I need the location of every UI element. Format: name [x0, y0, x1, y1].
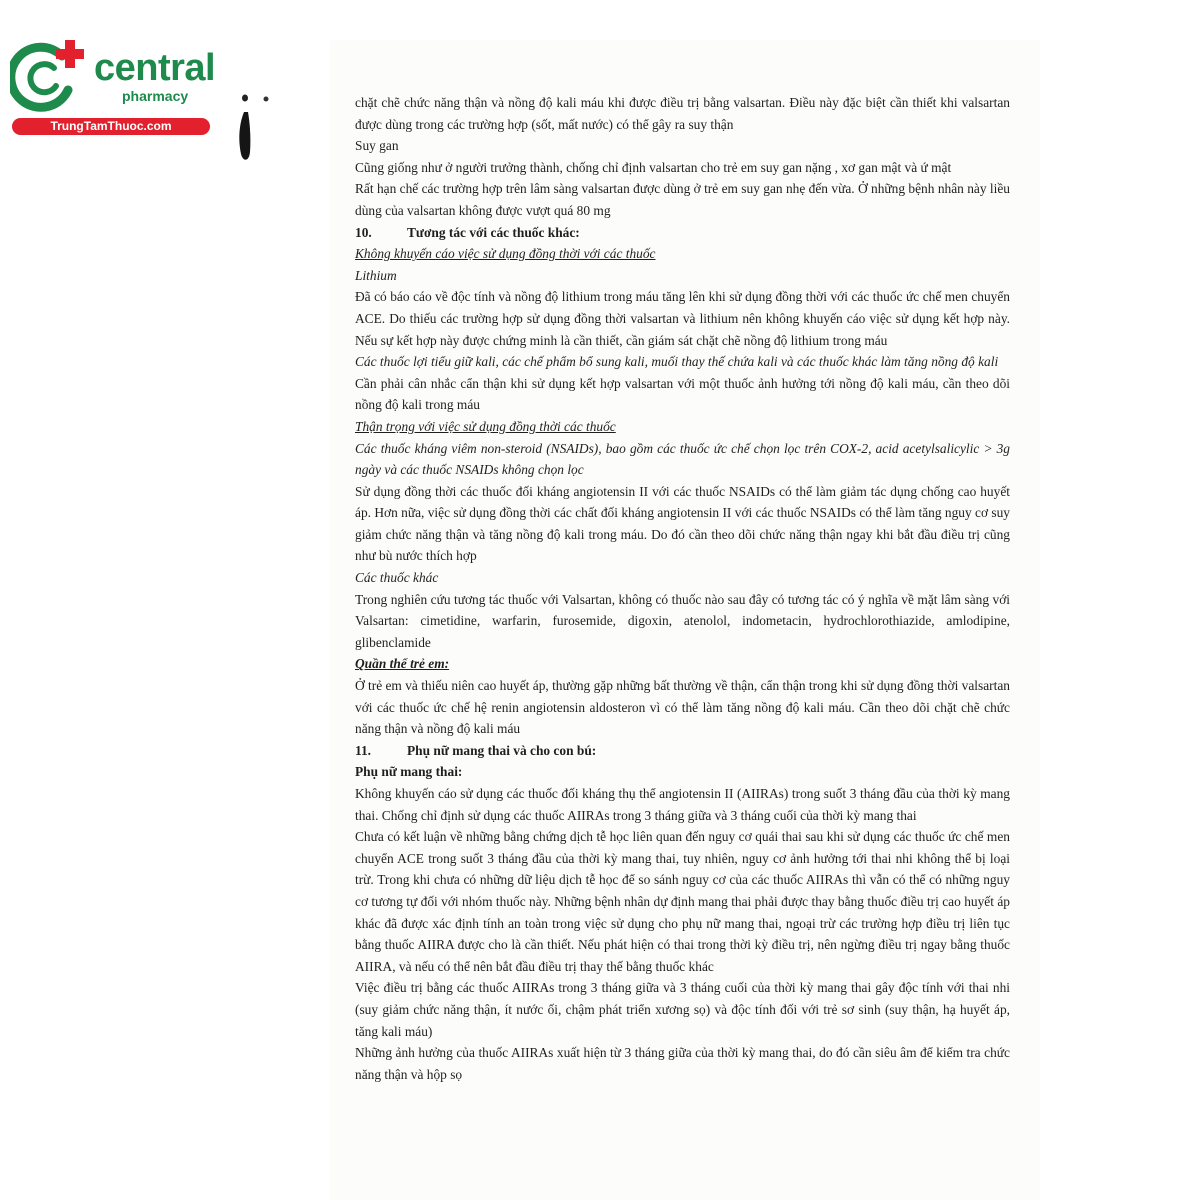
- subheading: Thận trọng với việc sử dụng đồng thời các thuốc: [355, 418, 616, 434]
- subheading: Các thuốc lợi tiểu giữ kali, các chế phẩm bổ sung kali, muối thay thế chứa kali và các thuốc khác làm tăng nồng độ kali: [355, 354, 999, 370]
- section-heading: [355, 740, 1010, 762]
- subheading: Lithium: [355, 267, 397, 283]
- section-title: Tương tác với các thuốc khác:: [407, 224, 580, 240]
- brand-name: central: [94, 47, 216, 89]
- paragraph: Rất hạn chế các trường hợp trên lâm sàng valsartan được dùng ở trẻ em suy gan nhẹ đến vừa. Ở những bệnh nhân này liều dùng của valsartan không được vượt quá 80 mg: [355, 181, 1010, 218]
- paragraph: Sử dụng đồng thời các thuốc đối kháng angiotensin II với các thuốc NSAIDs có thể làm giảm tác dụng chống cao huyết áp. Hơn nữa, việc sử dụng đồng thời các chất đối kháng angiotensin II với các thuốc NSAIDs có thể làm tăng nguy cơ suy giảm chức năng thận và tăng nồng độ kali trong máu. Do đó cần theo dõi chức năng thận ngay khi bắt đầu điều trị cũng như bù nước thích hợp: [355, 483, 1010, 564]
- subheading: Không khuyến cáo việc sử dụng đồng thời với các thuốc: [355, 246, 656, 262]
- pharmacy-cross-logo-icon: [10, 38, 92, 118]
- brand-subtitle: pharmacy: [122, 88, 189, 104]
- section-number: 11.: [355, 742, 371, 758]
- paragraph: Những ảnh hưởng của thuốc AIIRAs xuất hiện từ 3 tháng giữa của thời kỳ mang thai, do đó cần siêu âm để kiểm tra chức năng thận và hộp sọ: [355, 1045, 1010, 1082]
- paragraph: Việc điều trị bằng các thuốc AIIRAs trong 3 tháng giữa và 3 tháng cuối của thời kỳ mang thai gây độc tính với thai nhi (suy giảm chức năng thận, ít nước ối, chậm phát triển xương sọ) và độc tính đối với trẻ sơ sinh (suy thận, hạ huyết áp, tăng kali máu): [355, 980, 1010, 1039]
- paragraph: Trong nghiên cứu tương tác thuốc với Valsartan, không có thuốc nào sau đây có tương tác có ý nghĩa về mặt lâm sàng với Valsartan: cimetidine, warfarin, furosemide, digoxin, atenolol, indometacin, hydrochlorothiazide, amlodipine, glibenclamide: [355, 591, 1010, 650]
- subheading: Các thuốc kháng viêm non-steroid (NSAIDs), bao gồm các thuốc ức chế chọn lọc trên COX-2, acid acetylsalicylic > 3g ngày và các thuốc NSAIDs không chọn lọc: [355, 440, 1010, 478]
- document-body: [355, 92, 1010, 1085]
- paragraph: Cần phải cân nhắc cẩn thận khi sử dụng kết hợp valsartan với một thuốc ảnh hưởng tới nồng độ kali máu, cần theo dõi nồng độ kali trong máu: [355, 375, 1010, 413]
- paragraph: Suy gan: [355, 138, 399, 154]
- paragraph: Cũng giống như ở người trưởng thành, chống chỉ định valsartan cho trẻ em suy gan nặng , xơ gan mật và ứ mật: [355, 159, 952, 175]
- paragraph: Đã có báo cáo về độc tính và nồng độ lithium trong máu tăng lên khi sử dụng đồng thời với các thuốc ức chế men chuyển ACE. Do thiếu các trường hợp sử dụng đồng thời valsartan và lithium nên không khuyến cáo việc sử dụng kết hợp này. Nếu sự kết hợp này được chứng minh là cần thiết, cần giám sát chặt chẽ nồng độ lithium trong máu: [355, 289, 1010, 348]
- paragraph: Chưa có kết luận về những bằng chứng dịch tễ học liên quan đến nguy cơ quái thai sau khi sử dụng các thuốc ức chế men chuyển ACE trong suốt 3 tháng đầu của thời kỳ mang thai, tuy nhiên, nguy cơ ảnh hưởng tới thai nhi không thể bị loại trừ. Trong khi chưa có những dữ liệu dịch tễ học để so sánh nguy cơ của các thuốc AIIRAs thì vẫn có thể có những nguy cơ tương tự đối với nhóm thuốc này. Những bệnh nhân dự định mang thai phải được thay bằng thuốc điều trị cao huyết áp khác đã được xác định tính an toàn trong việc sử dụng cho phụ nữ mang thai, ngoại trừ các trường hợp điều trị liên tục bằng thuốc AIIRA được cho là cần thiết. Nếu phát hiện có thai trong thời kỳ điều trị, nên ngừng điều trị ngay bằng thuốc AIIRA, và nếu có thể nên bắt đầu điều trị thay thế bằng thuốc khác: [355, 829, 1010, 974]
- section-title: Phụ nữ mang thai và cho con bú:: [407, 742, 597, 758]
- subheading: Các thuốc khác: [355, 570, 439, 586]
- brand-logo[interactable]: [10, 38, 215, 138]
- paragraph: Không khuyến cáo sử dụng các thuốc đối kháng thụ thể angiotensin II (AIIRAs) trong suốt 3 tháng đầu của thời kỳ mang thai. Chống chỉ định sử dụng các thuốc AIIRAs trong 3 tháng giữa và 3 tháng cuối của thời kỳ mang thai: [355, 786, 1010, 823]
- brand-url-badge[interactable]: TrungTamThuoc.com: [12, 118, 210, 135]
- subheading: Quần thể trẻ em:: [355, 656, 450, 672]
- paragraph: chặt chẽ chức năng thận và nồng độ kali máu khi được điều trị bằng valsartan. Điều này đặc biệt cần thiết khi valsartan được dùng trong các trường hợp (sốt, mất nước) có thể gây ra suy thận: [355, 95, 1010, 132]
- paragraph: Ở trẻ em và thiếu niên cao huyết áp, thường gặp những bất thường về thận, cẩn thận trong khi sử dụng đồng thời valsartan với các thuốc ức chế hệ renin angiotensin aldosteron vì có thể làm tăng nồng độ kali máu. Cần theo dõi chặt chẽ chức năng thận và nồng độ kali máu: [355, 678, 1010, 737]
- ink-smudge-icon: [235, 90, 275, 170]
- subheading: Phụ nữ mang thai:: [355, 764, 463, 780]
- section-number: 10.: [355, 224, 372, 240]
- section-heading: [355, 222, 1010, 244]
